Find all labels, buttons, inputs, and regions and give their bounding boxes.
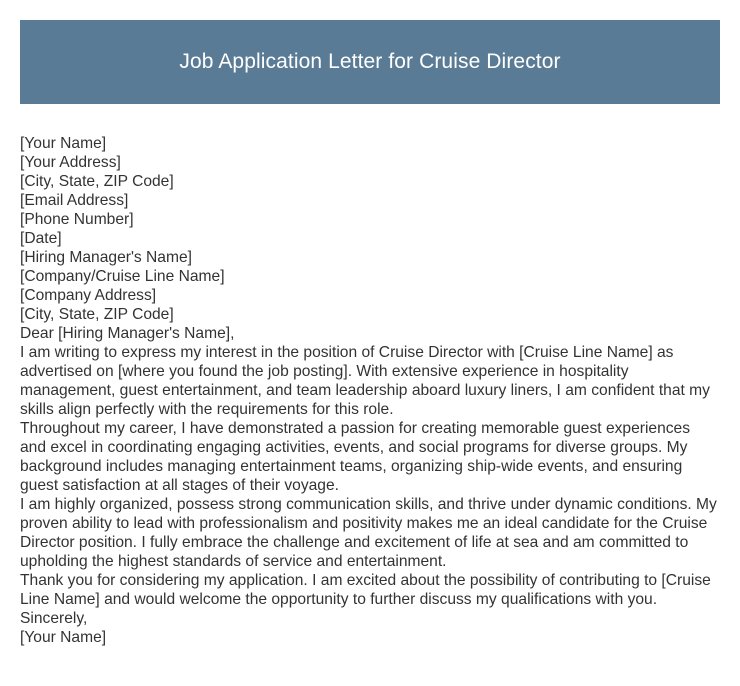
recipient-name: [Hiring Manager's Name] (20, 249, 192, 266)
letter-body (20, 134, 720, 647)
title-banner (20, 20, 720, 104)
sender-email: [Email Address] (20, 192, 129, 209)
page-title: Job Application Letter for Cruise Director (179, 50, 561, 73)
paragraph-closing: Thank you for considering my application. I am excited about the possibility of contributing to [Cruise Line Name] and would welcome the opportunity to further discuss my qualifications with you. (20, 572, 711, 608)
sender-city-state-zip: [City, State, ZIP Code] (20, 173, 174, 190)
sender-name: [Your Name] (20, 135, 107, 152)
recipient-city-state-zip: [City, State, ZIP Code] (20, 306, 174, 323)
recipient-address: [Company Address] (20, 287, 157, 304)
paragraph-experience: Throughout my career, I have demonstrated a passion for creating memorable guest experiences and excel in coordinating engaging activities, events, and social programs for diverse groups. My background includes managing entertainment teams, organizing ship-wide events, and ensuring guest satisfaction at all stages of their voyage. (20, 420, 691, 494)
salutation: Dear [Hiring Manager's Name], (20, 325, 235, 342)
recipient-company: [Company/Cruise Line Name] (20, 268, 225, 285)
paragraph-skills: I am highly organized, possess strong communication skills, and thrive under dynamic conditions. My proven ability to lead with professionalism and positivity makes me an ideal candidate for the Cruise Director position. I fully embrace the challenge and excitement of life at sea and am committed to upholding the highest standards of service and entertainment. (20, 496, 717, 570)
sender-address: [Your Address] (20, 154, 121, 171)
sender-phone: [Phone Number] (20, 211, 134, 228)
closing: Sincerely, (20, 610, 88, 627)
signature: [Your Name] (20, 629, 107, 646)
paragraph-intro: I am writing to express my interest in the position of Cruise Director with [Cruise Line Name] as advertised on [where you found the job posting]. With extensive experience in hospitality management, guest entertainment, and team leadership aboard luxury liners, I am confident that my skills align perfectly with the requirements for this role. (20, 344, 710, 418)
letter-date: [Date] (20, 230, 62, 247)
